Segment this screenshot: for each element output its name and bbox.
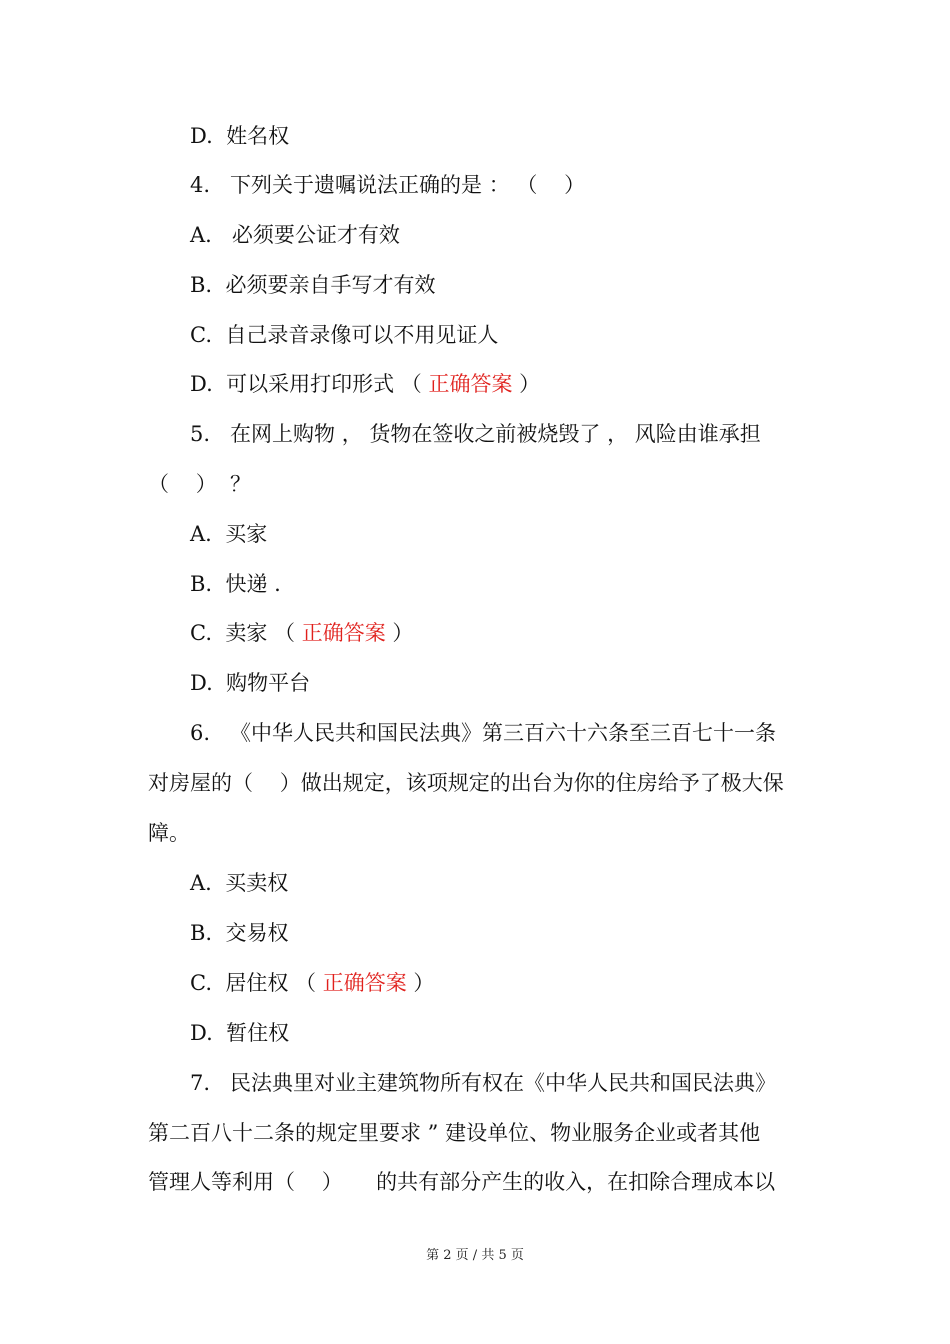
q6-option-a: A. 买卖权 [190,871,289,895]
question-6-line-1: 6. 《中华人民共和国民法典》第三百六十六条至三百七十一条 [190,721,777,745]
question-7-line-1: 7. 民法典里对业主建筑物所有权在《中华人民共和国民法典》 [190,1071,777,1095]
q6-option-b: B. 交易权 [190,921,289,945]
q5-option-a: A. 买家 [190,522,268,546]
correct-answer-label: 正确答案 [428,372,513,396]
question-7-line-2: 第二百八十二条的规定里要求 ” 建设单位、物业服务企业或者其他 [148,1121,761,1145]
page-footer: 第 2 页 / 共 5 页 [426,1248,524,1263]
q5-option-b: B. 快递 . [190,572,281,596]
question-5-line-2: （ ） ？ [148,472,252,496]
question-4: 4. 下列关于遗嘱说法正确的是 ： （ ） [190,173,586,197]
q4-option-b: B. 必须要亲自手写才有效 [190,273,436,297]
q4-option-a: A. 必须要公证才有效 [190,223,400,247]
question-6-line-2: 对房屋的（ ）做出规定，该项规定的出台为你的住房给予了极大保 [148,771,784,795]
q5-option-c: C. 卖家 （ 正确答案 ） [190,621,414,645]
q6-option-c: C. 居住权 （ 正确答案 ） [190,971,435,995]
q6-option-d: D. 暂住权 [190,1021,290,1045]
correct-answer-label: 正确答案 [322,971,407,995]
q4-option-d: D. 可以采用打印形式 （ 正确答案 ） [190,372,541,396]
question-6-line-3: 障。 [148,821,190,845]
q5-option-d: D. 购物平台 [190,671,311,695]
question-7-line-3: 管理人等利用（ ） 的共有部分产生的收入，在扣除合理成本以 [148,1170,776,1194]
correct-answer-label: 正确答案 [301,621,386,645]
q3-option-d: D. 姓名权 [190,124,290,148]
q4-option-c: C. 自己录音录像可以不用见证人 [190,323,499,347]
question-5-line-1: 5. 在网上购物 ， 货物在签收之前被烧毁了 ， 风险由谁承担 [190,422,761,446]
